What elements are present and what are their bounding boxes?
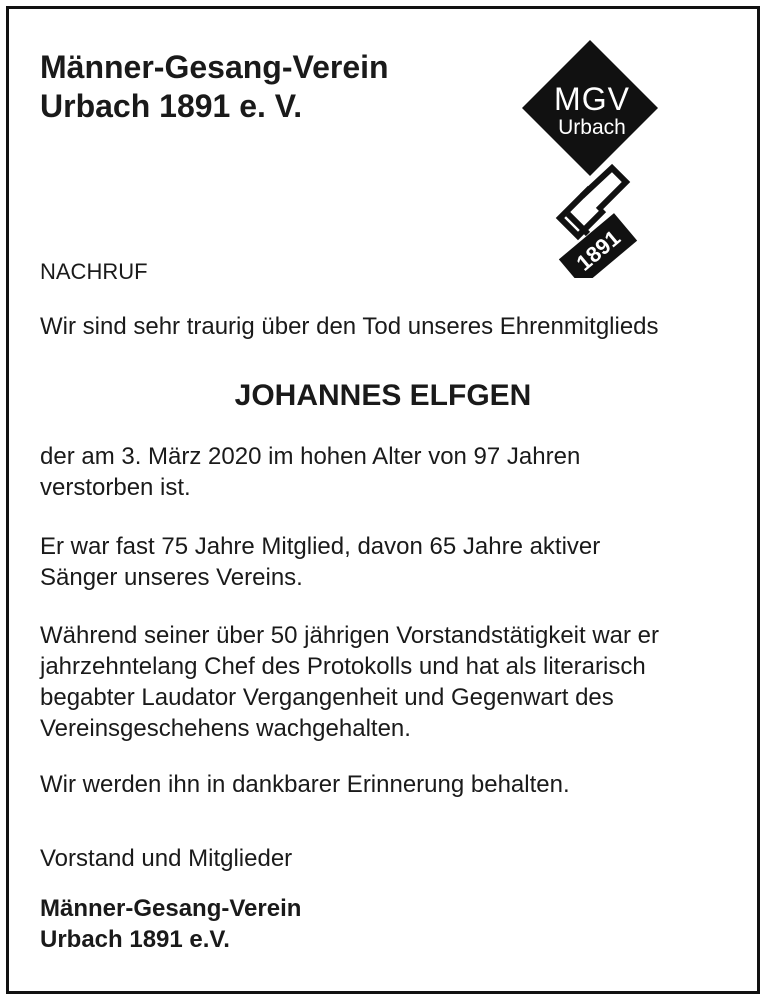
paragraph-line: begabter Laudator Vergangenheit und Gegenwart des: [40, 684, 614, 711]
mgv-logo: [520, 38, 660, 278]
paragraph-membership: [40, 531, 730, 593]
paragraph-line: Er war fast 75 Jahre Mitglied, davon 65 Jahre aktiver: [40, 533, 601, 560]
signers-text: Vorstand und Mitglieder: [40, 845, 293, 872]
intro-text: Wir sind sehr traurig über den Tod unseres Ehrenmitglieds: [40, 313, 659, 340]
organization-header: [40, 48, 389, 126]
paragraph-line: jahrzehntelang Chef des Protokolls und hat als literarisch: [40, 653, 646, 680]
paragraph-line: der am 3. März 2020 im hohen Alter von 97 Jahren: [40, 443, 581, 470]
logo-text-mgv: MGV: [554, 81, 630, 117]
logo-text-urbach: Urbach: [558, 116, 626, 139]
paragraph-line: Vereinsgeschehens wachgehalten.: [40, 715, 411, 742]
signature-organization: [40, 893, 301, 955]
logo-year: 1891: [571, 225, 626, 276]
signature-org-line-1: Männer-Gesang-Verein: [40, 895, 302, 922]
organization-name-line-1: Männer-Gesang-Verein: [40, 49, 389, 85]
paragraph-line: verstorben ist.: [40, 474, 191, 501]
signature-org-line-2: Urbach 1891 e.V.: [40, 926, 230, 953]
paragraph-board-service: [40, 620, 730, 744]
obituary-label: NACHRUF: [40, 259, 148, 284]
deceased-name: JOHANNES ELFGEN: [234, 379, 532, 412]
paragraph-remembrance: Wir werden ihn in dankbarer Erinnerung behalten.: [40, 771, 570, 798]
paragraph-line: Während seiner über 50 jährigen Vorstandstätigkeit war er: [40, 622, 660, 649]
paragraph-line: Sänger unseres Vereins.: [40, 564, 303, 591]
organization-name-line-2: Urbach 1891 e. V.: [40, 88, 303, 124]
paragraph-death-date: [40, 441, 730, 503]
